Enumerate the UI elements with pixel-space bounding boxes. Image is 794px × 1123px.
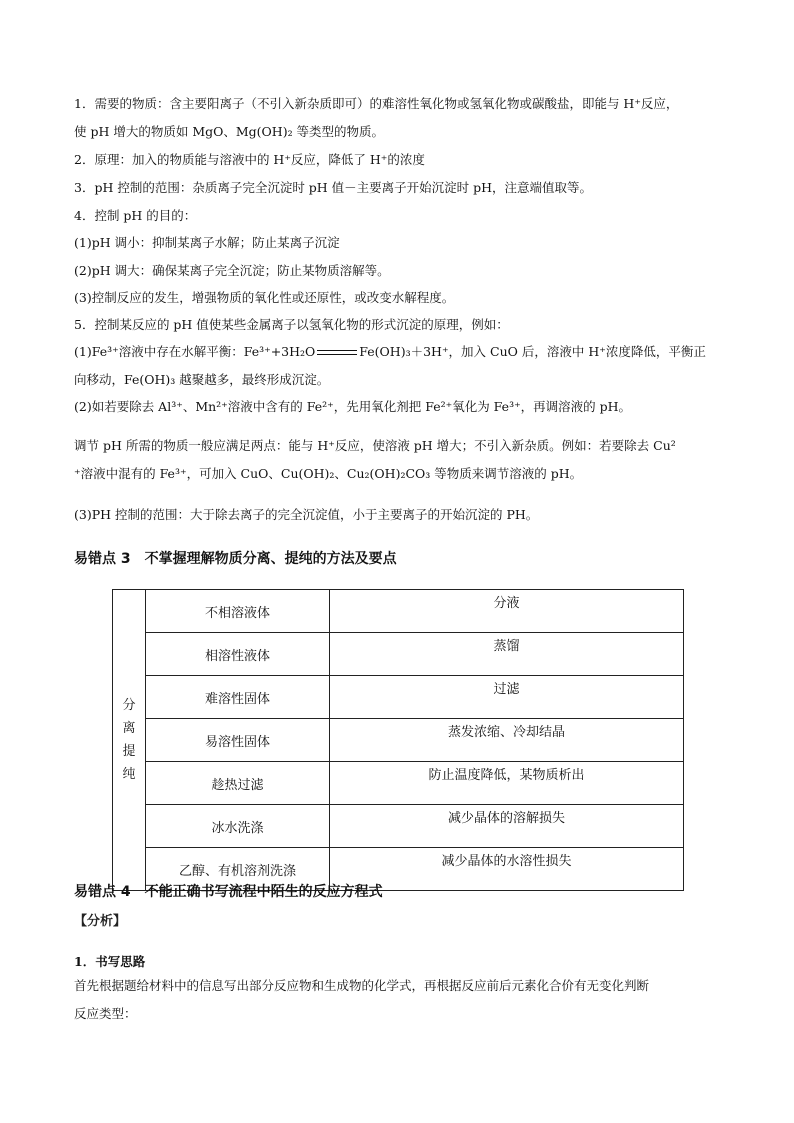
item5-1-post: Fe(OH)₃＋3H⁺，加入 CuO 后，溶液中 H⁺浓度降低，平衡正 [359,344,706,359]
technique-cell: 蒸馏 [330,633,684,676]
writing-line2: 反应类型： [74,1006,137,1021]
method-cell: 趁热过滤 [146,762,330,805]
item5: 5．控制某反应的 pH 值使某些金属离子以氢氧化物的形式沉淀的原理，例如： [74,317,509,332]
item4-1: (1)pH 调小：抑制某离子水解；防止某离子沉淀 [74,235,340,250]
table-row [113,762,684,805]
table-row [113,805,684,848]
separation-table [112,589,684,891]
side-char: 提 [122,744,136,759]
technique-cell: 分液 [330,590,684,633]
method-cell: 相溶性液体 [146,633,330,676]
side-label-cell [113,590,146,891]
para-line2: ⁺溶液中混有的 Fe³⁺，可加入 CuO、Cu(OH)₂、Cu₂(OH)₂CO₃ 等物质来调节溶液的 pH。 [74,466,583,481]
item2: 2．原理：加入的物质能与溶液中的 H⁺反应，降低了 H⁺的浓度 [74,152,425,167]
table-row [113,676,684,719]
item-ph3: (3)PH 控制的范围：大于除去离子的完全沉淀值，小于主要离子的开始沉淀的 PH。 [74,507,539,522]
writing-line1: 首先根据题给材料中的信息写出部分反应物和生成物的化学式，再根据反应前后元素化合价有无变化判断 [74,978,650,993]
analysis-label: 【分析】 [74,914,127,929]
item3: 3．pH 控制的范围：杂质离子完全沉淀时 pH 值－主要离子开始沉淀时 pH，注意端值取等。 [74,180,593,195]
side-char: 纯 [122,767,136,782]
item1-line2: 使 pH 增大的物质如 MgO、Mg(OH)₂ 等类型的物质。 [74,124,385,139]
method-cell: 易溶性固体 [146,719,330,762]
table-row [113,633,684,676]
side-char: 分 [122,698,136,713]
item5-1-line2: 向移动，Fe(OH)₃ 越聚越多，最终形成沉淀。 [74,372,330,387]
method-cell: 难溶性固体 [146,676,330,719]
item4: 4．控制 pH 的目的： [74,208,197,223]
side-char: 离 [122,721,136,736]
table-row [113,719,684,762]
item1-line1: 1．需要的物质：含主要阳离子（不引入新杂质即可）的难溶性氧化物或氢氧化物或碳酸盐，即能与 H⁺反应， [74,96,679,111]
item4-2: (2)pH 调大：确保某离子完全沉淀；防止某物质溶解等。 [74,263,390,278]
equilibrium-arrow-icon [317,348,357,358]
method-cell: 不相溶液体 [146,590,330,633]
item5-2: (2)如若要除去 Al³⁺、Mn²⁺溶液中含有的 Fe²⁺，先用氧化剂把 Fe²⁺氧化为 Fe³⁺，再调溶液的 pH。 [74,399,632,414]
method-cell: 乙醇、有机溶剂洗涤 [146,848,330,891]
technique-cell: 蒸发浓缩、冷却结晶 [330,719,684,762]
item5-1-line1 [74,344,706,360]
technique-cell: 防止温度降低，某物质析出 [330,762,684,805]
item4-3: (3)控制反应的发生，增强物质的氧化性或还原性，或改变水解程度。 [74,290,455,305]
writing-title: 1．书写思路 [74,954,146,969]
technique-cell: 减少晶体的水溶性损失 [330,848,684,891]
para-line1: 调节 pH 所需的物质一般应满足两点：能与 H⁺反应，使溶液 pH 增大；不引入新杂质。例如：若要除去 Cu² [74,438,676,453]
table-row [113,590,684,633]
heading-3: 易错点 3 不掌握理解物质分离、提纯的方法及要点 [74,551,397,567]
technique-cell: 过滤 [330,676,684,719]
item5-1-pre: (1)Fe³⁺溶液中存在水解平衡：Fe³⁺+3H₂O [74,344,316,359]
heading-4: 易错点 4 不能正确书写流程中陌生的反应方程式 [74,884,383,900]
technique-cell: 减少晶体的溶解损失 [330,805,684,848]
method-cell: 冰水洗涤 [146,805,330,848]
